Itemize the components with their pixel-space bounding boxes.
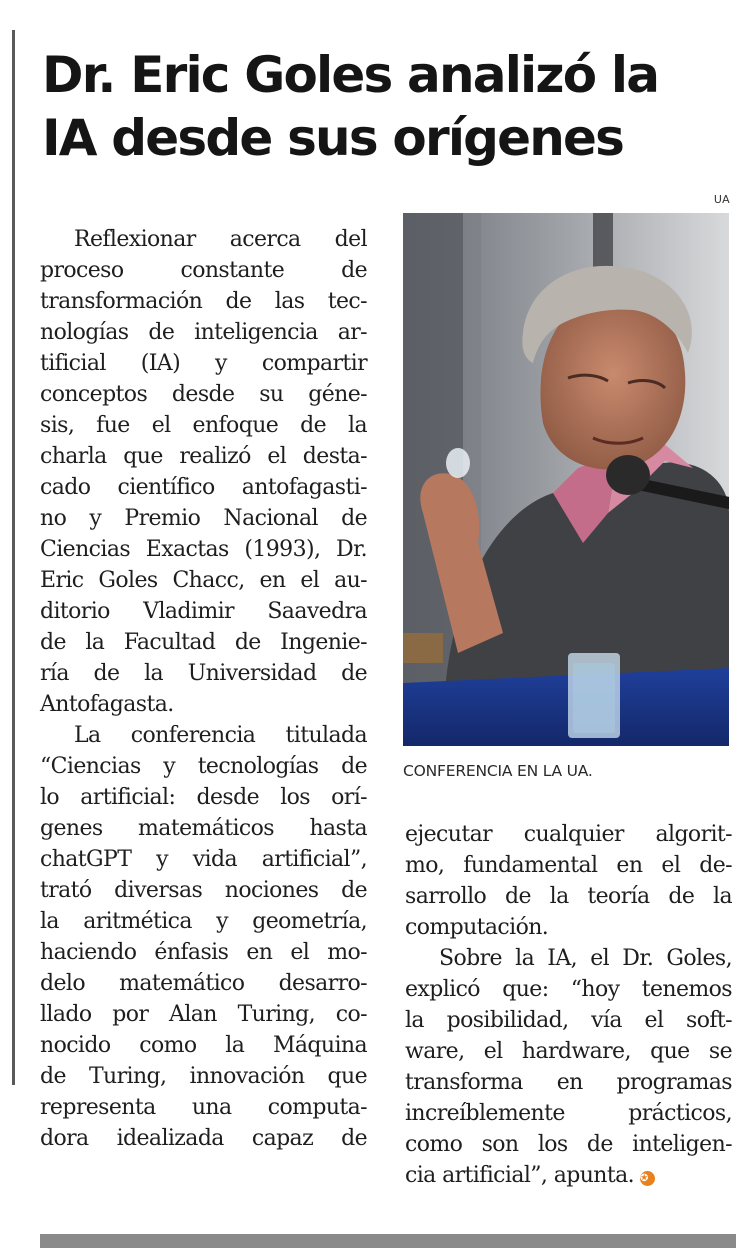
- body-line: cado científico antofagasti-: [40, 475, 367, 500]
- article-body-right-column: [405, 819, 732, 1191]
- body-line: Antofagasta.: [40, 692, 174, 717]
- body-line: la aritmética y geometría,: [40, 909, 367, 934]
- body-line: representa una computa-: [40, 1095, 367, 1120]
- body-line: no y Premio Nacional de: [40, 506, 367, 531]
- headline-line-2: IA desde sus orígenes: [42, 109, 624, 167]
- body-line: sarrollo de la teoría de la: [405, 884, 732, 909]
- body-line: Reflexionar acerca del: [74, 227, 367, 252]
- speaker-photo-illustration: [403, 213, 729, 746]
- body-line: proceso constante de: [40, 258, 367, 283]
- body-line: Sobre la IA, el Dr. Goles,: [439, 946, 732, 971]
- body-line: tificial (IA) y compartir: [40, 351, 367, 376]
- body-line: mo, fundamental en el de-: [405, 853, 732, 878]
- body-line: ware, el hardware, que se: [405, 1039, 732, 1064]
- body-line: genes matemáticos hasta: [40, 816, 367, 841]
- article-headline: [42, 44, 732, 170]
- body-line: de la Facultad de Ingenie-: [40, 630, 367, 655]
- final-sentence: cia artificial”, apunta.: [405, 1163, 634, 1188]
- body-line: trató diversas nociones de: [40, 878, 367, 903]
- body-line: haciendo énfasis en el mo-: [40, 940, 367, 965]
- body-line: de Turing, innovación que: [40, 1064, 367, 1089]
- body-line: llado por Alan Turing, co-: [40, 1002, 367, 1027]
- article-photo: [403, 213, 729, 746]
- body-line: delo matemático desarro-: [40, 971, 367, 996]
- photo-caption: CONFERENCIA EN LA UA.: [403, 762, 593, 780]
- column-divider-rule: [12, 30, 15, 1085]
- body-line: lo artificial: desde los orí-: [40, 785, 367, 810]
- body-line: nocido como la Máquina: [40, 1033, 367, 1058]
- body-line: La conferencia titulada: [74, 723, 367, 748]
- photo-credit: UA: [713, 193, 730, 206]
- body-line: transformación de las tec-: [40, 289, 367, 314]
- body-line: computación.: [405, 915, 549, 940]
- body-line: ditorio Vladimir Saavedra: [40, 599, 367, 624]
- body-line: Eric Goles Chacc, en el au-: [40, 568, 367, 593]
- headline-line-1: Dr. Eric Goles analizó la: [42, 46, 659, 104]
- bottom-border-bar: [40, 1234, 736, 1248]
- body-line: chatGPT y vida artificial”,: [40, 847, 367, 872]
- body-line: increíblemente prácticos,: [405, 1101, 732, 1126]
- body-line: “Ciencias y tecnologías de: [40, 754, 367, 779]
- body-line: conceptos desde su géne-: [40, 382, 367, 407]
- body-line-final: [405, 1160, 732, 1191]
- body-line: ejecutar cualquier algorit-: [405, 822, 732, 847]
- body-line: charla que realizó el desta-: [40, 444, 367, 469]
- body-line: dora idealizada capaz de: [40, 1126, 367, 1151]
- body-line: ría de la Universidad de: [40, 661, 367, 686]
- article-body-left-column: [40, 224, 367, 1154]
- body-line: como son los de inteligen-: [405, 1132, 732, 1157]
- body-line: Ciencias Exactas (1993), Dr.: [40, 537, 367, 562]
- orange-star-circle-icon: ✪: [640, 1171, 655, 1186]
- body-line: nologías de inteligencia ar-: [40, 320, 367, 345]
- body-line: sis, fue el enfoque de la: [40, 413, 367, 438]
- body-line: transforma en programas: [405, 1070, 732, 1095]
- body-line: explicó que: “hoy tenemos: [405, 977, 732, 1002]
- body-line: la posibilidad, vía el soft-: [405, 1008, 732, 1033]
